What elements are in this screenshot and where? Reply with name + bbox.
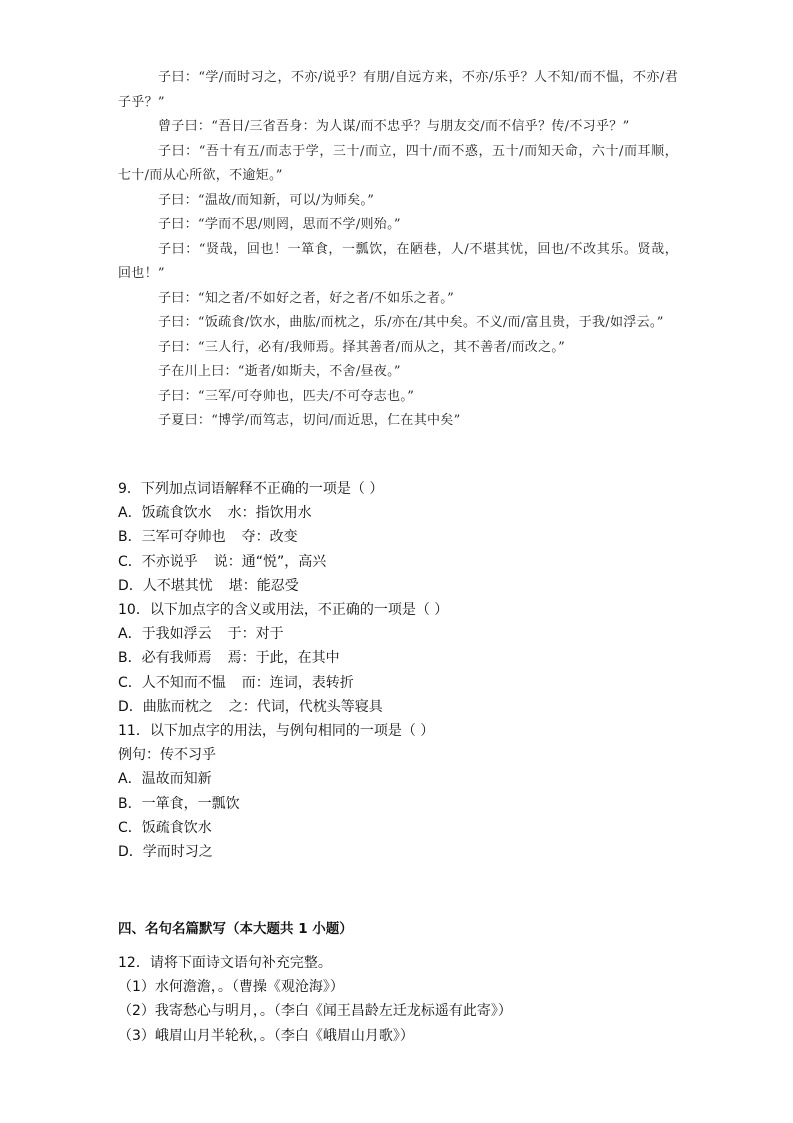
option-letter: C． bbox=[118, 819, 142, 836]
option-letter: A． bbox=[118, 626, 142, 643]
question-9-option-a[interactable] bbox=[118, 501, 678, 525]
passage-paragraph: 子曰：“饭疏食/饮水，曲肱/而枕之，乐/亦在/其中矣。不义/而/富且贵，于我/如浮云。” bbox=[158, 315, 664, 330]
question-11-option-c[interactable] bbox=[118, 816, 678, 840]
option-phrase: 饭疏食饮水 bbox=[141, 505, 212, 522]
option-letter: D． bbox=[118, 577, 143, 594]
question-10-option-d[interactable] bbox=[118, 695, 678, 719]
passage-paragraph: 曾子曰：“吾日/三省吾身：为人谋/而不忠乎？与朋友交/而不信乎？传/不习乎？” bbox=[158, 119, 630, 134]
option-phrase: 学而时习之 bbox=[142, 844, 213, 861]
option-phrase: 不亦说乎 bbox=[141, 553, 198, 570]
option-explanation: 夺：改变 bbox=[241, 529, 298, 546]
passage-paragraph: 子曰：“学而不思/则罔，思而不学/则殆。” bbox=[158, 217, 401, 232]
section-title: 四、名句名篇默写（本大题共 1 小题） bbox=[118, 921, 353, 937]
option-letter: D． bbox=[118, 844, 143, 861]
question-11-option-a[interactable] bbox=[118, 767, 678, 791]
question-12-stem: 12．请将下面诗文语句补充完整。 bbox=[118, 955, 332, 971]
passage-paragraph: 子曰：“知之者/不如好之者，好之者/不如乐之者。” bbox=[158, 290, 455, 306]
classical-passage bbox=[118, 66, 678, 434]
option-phrase: 三军可夺帅也 bbox=[141, 529, 226, 546]
passage-paragraph: 子曰：“吾十有五/而志于学，三十/而立，四十/而不惑，五十/而知天命，六十/而耳顺，七十/而从心所欲，不逾矩。” bbox=[118, 143, 678, 183]
question-10-option-a[interactable] bbox=[118, 622, 678, 646]
option-explanation: 而：连词，表转折 bbox=[241, 674, 354, 691]
option-phrase: 于我如浮云 bbox=[141, 626, 212, 643]
section-four-header bbox=[118, 918, 678, 940]
option-phrase: 一箪食，一瓢饮 bbox=[141, 795, 240, 812]
option-letter: A． bbox=[118, 771, 142, 788]
option-letter: B． bbox=[118, 795, 142, 812]
option-phrase: 曲肱而枕之 bbox=[142, 698, 213, 715]
passage-paragraph: 子曰：“三人行，必有/我师焉。择其善者/而从之，其不善者/而改之。” bbox=[158, 339, 566, 355]
fill-item[interactable]: （1）水何澹澹，。（曹操《观沧海》） bbox=[118, 979, 344, 996]
question-11-example: 例句：传不习乎 bbox=[118, 747, 216, 764]
question-10-option-c[interactable] bbox=[118, 671, 678, 695]
option-letter: C． bbox=[118, 674, 142, 691]
option-letter: B． bbox=[118, 650, 142, 667]
option-explanation: 于：对于 bbox=[227, 626, 284, 643]
option-phrase: 饭疏食饮水 bbox=[141, 819, 212, 836]
passage-paragraph: 子曰：“学/而时习之，不亦/说乎？有朋/自远方来，不亦/乐乎？人不知/而不愠，不亦/君子乎？” bbox=[118, 70, 678, 110]
questions-block bbox=[118, 477, 678, 864]
option-explanation: 焉：于此，在其中 bbox=[227, 650, 340, 667]
option-letter: A． bbox=[118, 505, 142, 522]
question-9-option-b[interactable] bbox=[118, 525, 678, 549]
option-explanation: 水：指饮用水 bbox=[227, 505, 312, 522]
question-9-stem: 9．下列加点词语解释不正确的一项是（ ） bbox=[118, 481, 384, 497]
passage-paragraph: 子曰：“温故/而知新，可以/为师矣。” bbox=[158, 192, 375, 208]
question-10-option-b[interactable] bbox=[118, 646, 678, 670]
question-11-option-d[interactable] bbox=[118, 840, 678, 864]
question-11-option-b[interactable] bbox=[118, 792, 678, 816]
passage-paragraph: 子在川上曰：“逝者/如斯夫，不舍/昼夜。” bbox=[158, 364, 401, 379]
passage-paragraph: 子曰：“贤哉，回也！一箪食，一瓢饮，在陋巷，人/不堪其忧，回也/不改其乐。贤哉，回也！” bbox=[118, 241, 678, 281]
fill-item[interactable]: （3）峨眉山月半轮秋，。（李白《峨眉山月歌》） bbox=[118, 1027, 414, 1044]
option-phrase: 必有我师焉 bbox=[141, 650, 212, 667]
option-explanation: 之：代词，代枕头等寝具 bbox=[228, 698, 383, 715]
question-12-block bbox=[118, 951, 678, 1048]
option-explanation: 堪：能忍受 bbox=[228, 577, 299, 594]
option-phrase: 温故而知新 bbox=[141, 771, 212, 788]
option-explanation: 说：通“悦”，高兴 bbox=[213, 553, 327, 570]
option-phrase: 人不知而不愠 bbox=[141, 674, 226, 691]
fill-item[interactable]: （2）我寄愁心与明月，。（李白《闻王昌龄左迁龙标遥有此寄》） bbox=[118, 1003, 512, 1020]
question-11-stem: 11．以下加点字的用法，与例句相同的一项是（ ） bbox=[118, 723, 435, 740]
passage-paragraph: 子夏曰：“博学/而笃志，切问/而近思，仁在其中矣” bbox=[158, 413, 461, 428]
question-10-stem: 10．以下加点字的含义或用法，不正确的一项是（ ） bbox=[118, 602, 449, 619]
question-9-option-c[interactable] bbox=[118, 550, 678, 574]
option-letter: C． bbox=[118, 553, 142, 570]
option-letter: B． bbox=[118, 529, 142, 546]
option-phrase: 人不堪其忧 bbox=[142, 577, 213, 594]
passage-paragraph: 子曰：“三军/可夺帅也，匹夫/不可夺志也。” bbox=[158, 388, 415, 404]
question-9-option-d[interactable] bbox=[118, 574, 678, 598]
option-letter: D． bbox=[118, 698, 143, 715]
